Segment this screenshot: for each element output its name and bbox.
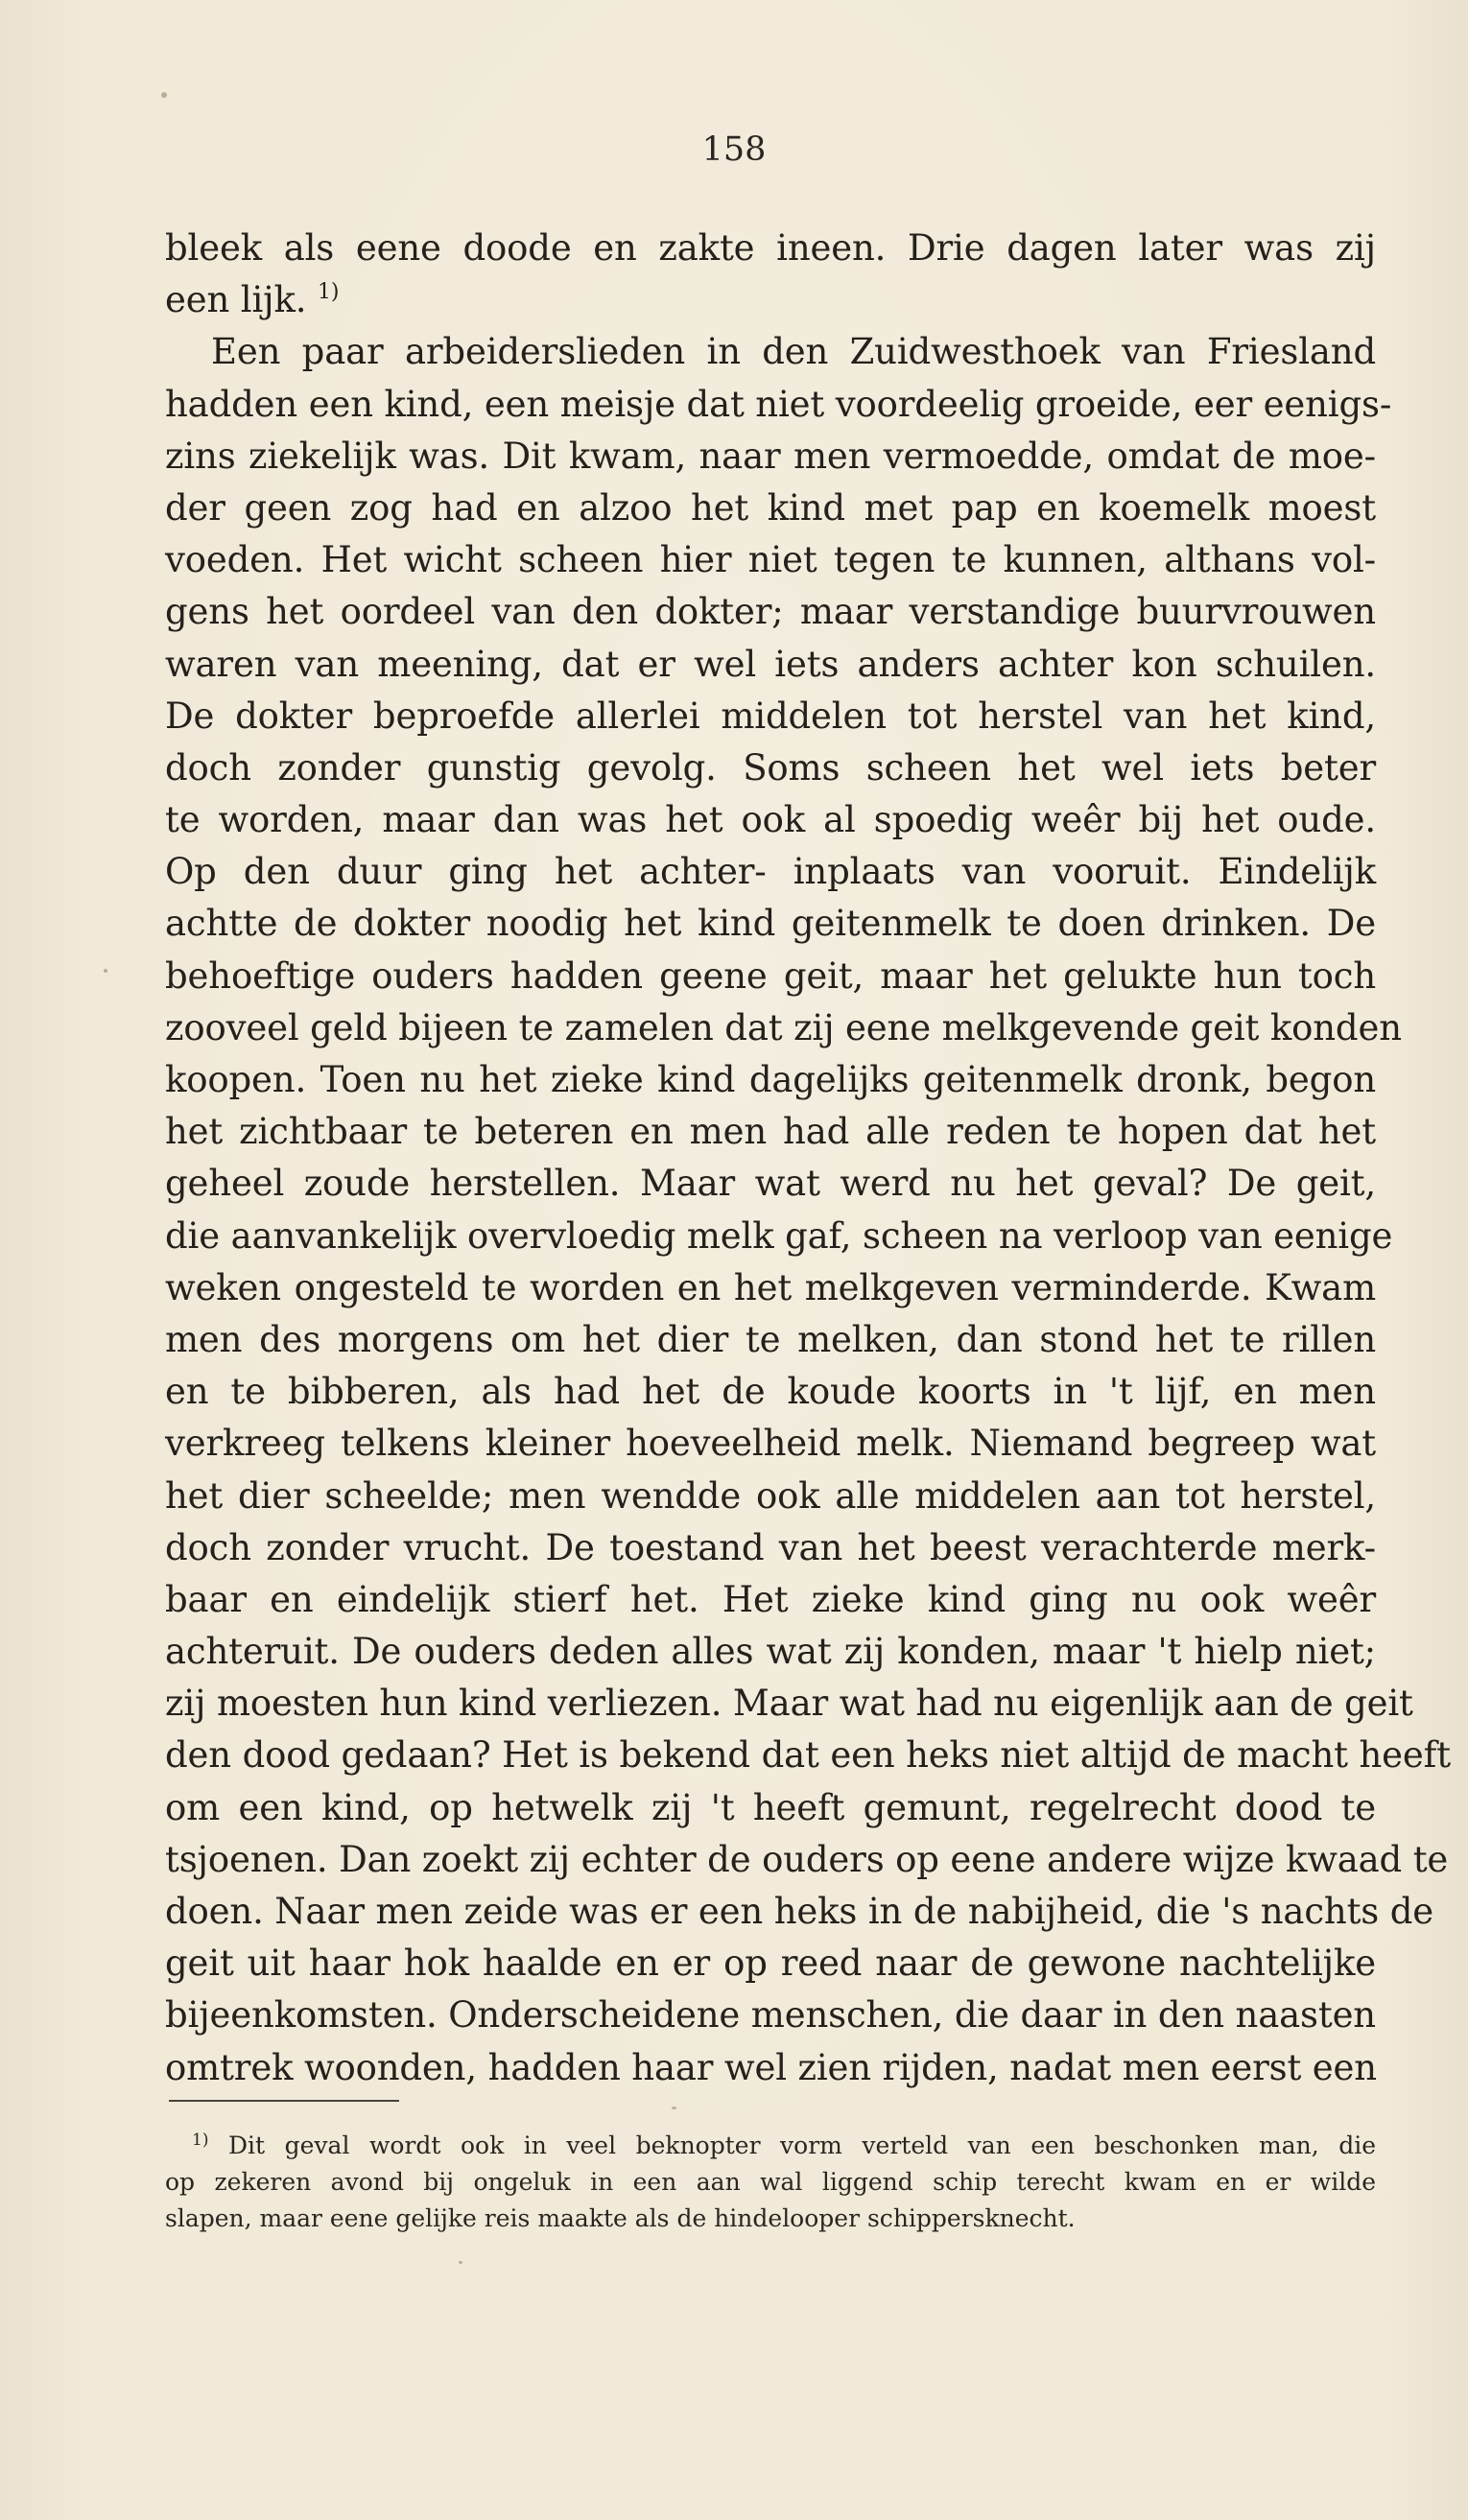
text-line: bleek als eene doode en zakte ineen. Drie dagen later was zij [165,227,1376,269]
text-line-content: een lijk. [165,279,318,321]
text-line: hadden een kind, een meisje dat niet voordeelig groeide, eer eenigs- [165,383,1392,425]
text-line: zins ziekelijk was. Dit kwam, naar men vermoedde, omdat de moe- [165,435,1376,477]
text-line: geit uit haar hok haalde en er op reed naar de gewone nachtelijke [165,1943,1376,1985]
footnote [165,2128,1376,2237]
text-line: zij moesten hun kind verliezen. Maar wat had nu eigenlijk aan de geit [165,1683,1413,1725]
text-line: om een kind, op hetwelk zij 't heeft gemunt, regelrecht dood te [165,1786,1376,1828]
text-line: geheel zoude herstellen. Maar wat werd nu het geval? De geit, [165,1163,1376,1205]
text-line: waren van meening, dat er wel iets anders achter kon schuilen. [165,643,1376,685]
footnote-line-content: Dit geval wordt ook in veel beknopter vorm verteld van een beschonken man, die [228,2131,1376,2159]
text-line: die aanvankelijk overvloedig melk gaf, scheen na verloop van eenige [165,1214,1393,1257]
text-line: het zichtbaar te beteren en men had alle reden te hopen dat het [165,1111,1376,1153]
footnote-marker: 1) [192,2131,209,2150]
paper-speck [161,92,167,98]
text-line: omtrek woonden, hadden haar wel zien rijden, nadat men eerst een [165,2046,1377,2088]
body-text [165,223,1451,2094]
text-line: verkreeg telkens kleiner hoeveelheid melk. Niemand begreep wat [165,1423,1376,1465]
text-line: koopen. Toen nu het zieke kind dagelijks geitenmelk dronk, begon [165,1059,1376,1100]
text-line: weken ongesteld te worden en het melkgeven verminderde. Kwam [165,1266,1376,1308]
text-line: tsjoenen. Dan zoekt zij echter de ouders op eene andere wijze kwaad te [165,1838,1449,1880]
footnote-reference: 1) [317,280,340,305]
text-line: gens het oordeel van den dokter; maar verstandige buurvrouwen [165,591,1376,633]
text-line: baar en eindelijk stierf het. Het zieke kind ging nu ook weêr [165,1578,1376,1620]
footnote-line: slapen, maar eene gelijke reis maakte als de hindelooper schippersknecht. [165,2204,1076,2232]
text-line: achteruit. De ouders deden alles wat zij konden, maar 't hielp niet; [165,1631,1376,1673]
text-line: den dood gedaan? Het is bekend dat een heks niet altijd de macht heeft [165,1734,1451,1777]
text-line [165,274,1376,326]
text-line: achtte de dokter noodig het kind geitenmelk te doen drinken. De [165,903,1376,945]
text-line: Een paar arbeiderslieden in den Zuidwesthoek van Friesland [211,331,1376,373]
footnote-line: op zekeren avond bij ongeluk in een aan wal liggend schip terecht kwam en er wilde [165,2168,1376,2196]
text-line: der geen zog had en alzoo het kind met pap en koemelk moest [165,486,1376,529]
footnote-line [165,2128,1376,2164]
page-number: 158 [701,130,767,169]
footnote-divider [169,2100,399,2102]
text-line: doen. Naar men zeide was er een heks in de nabijheid, die 's nachts de [165,1891,1434,1932]
text-line: en te bibberen, als had het de koude koorts in 't lijf, en men [165,1371,1376,1413]
text-line: te worden, maar dan was het ook al spoedig weêr bij het oude. [165,799,1376,841]
text-line: behoeftige ouders hadden geene geit, maar het gelukte hun toch [165,954,1376,997]
text-line: zooveel geld bijeen te zamelen dat zij eene melkgevende geit konden [165,1006,1402,1048]
text-line: De dokter beproefde allerlei middelen tot herstel van het kind, [165,695,1376,737]
text-line: Op den duur ging het achter- inplaats van vooruit. Eindelijk [165,851,1376,893]
text-line: doch zonder gunstig gevolg. Soms scheen het wel iets beter [165,746,1376,789]
text-line: voeden. Het wicht scheen hier niet tegen te kunnen, althans vol- [165,539,1376,581]
text-line: men des morgens om het dier te melken, dan stond het te rillen [165,1318,1376,1360]
text-line: bijeenkomsten. Onderscheidene menschen, die daar in den naasten [165,1994,1376,2037]
paper-speck [104,969,107,973]
text-line: doch zonder vrucht. De toestand van het beest verachterde merk- [165,1526,1376,1568]
paper-speck [459,2261,462,2264]
paper-speck [672,2107,676,2109]
text-line: het dier scheelde; men wendde ook alle middelen aan tot herstel, [165,1474,1376,1517]
